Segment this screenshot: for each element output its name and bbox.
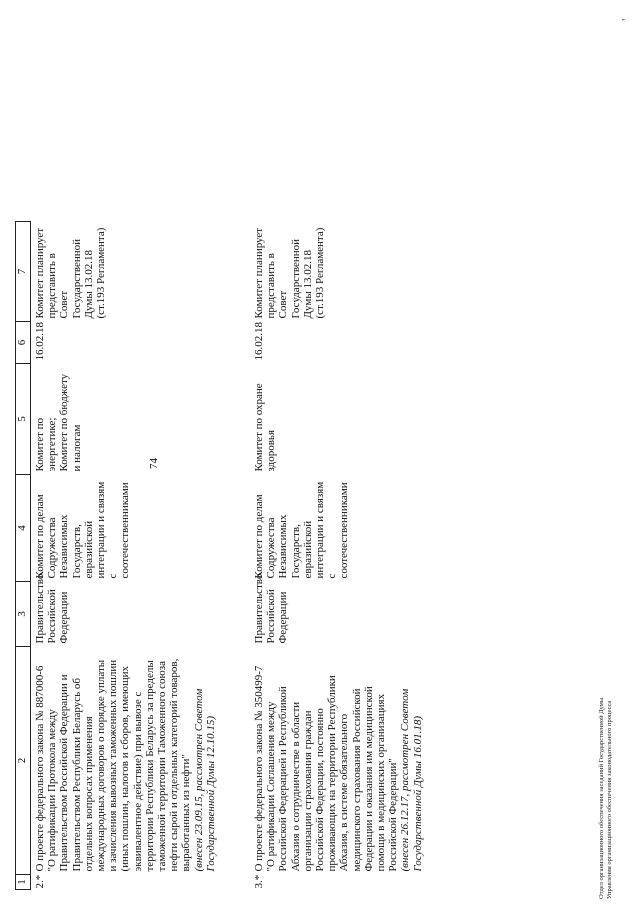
bill-title: О проекте федерального закона № 887000-6 "О ратификации Протокола между Правительством Российской Федерации и Правительством Республики Беларусь об отдельных вопросах применения международных договоров о порядке уплаты и зачисления вывозных таможенных пошлин (иных пошлин, налогов и сборов, имеющих эквивалентное действие) при вывозе с территории Республики Беларусь за пределы таможенной территории Таможенного союза нефти сырой и отдельных категорий товаров, выработанных из нефти" [34, 658, 193, 872]
column-header-7: 7 [16, 222, 31, 322]
column-header-1: 1 [16, 875, 31, 890]
bill-note: (внесен 26.12.17, рассмотрен Советом Государственной Думы 16.01.18) [399, 688, 424, 872]
footer-line-2: Управления организационного обеспечения законодательного процесса [606, 700, 613, 899]
legislation-table [15, 22, 424, 891]
co-committees: Комитет по охране здоровья [253, 383, 278, 472]
header-spacer [16, 22, 31, 222]
footer-line-1: Отдел организационного обеспечения заседаний Государственной Думы [598, 697, 605, 899]
corner-mark: ' [620, 18, 635, 21]
table-row [250, 22, 424, 890]
initiator: Правительство Российской Федерации [34, 573, 71, 644]
column-header-2: 2 [16, 647, 31, 875]
table-header-row [16, 22, 31, 890]
page-number: 74 [148, 458, 160, 469]
date: 16.02.18 [34, 322, 46, 361]
decision: Комитет планирует представить в Совет Государственной Думы 13.02.18 (ст.193 Регламента) [253, 227, 327, 319]
responsible-committee: Комитет по делам Содружества Независимых Государств, евразийской интеграции и связям с соотечественниками [34, 481, 132, 579]
bill-note: (внесен 23.09.15, рассмотрен Советом Государственной Думы 12.10.15) [192, 688, 217, 872]
row-number: 3.* [253, 874, 265, 889]
responsible-committee: Комитет по делам Содружества Независимых Государств, евразийской интеграции и связям с соотечественниками [253, 481, 351, 579]
decision: Комитет планирует представить в Совет Государственной Думы 13.02.18 (ст.193 Регламента) [34, 227, 108, 319]
row-number: 2.* [34, 874, 46, 889]
column-header-5: 5 [16, 364, 31, 475]
bill-title: О проекте федерального закона № 350499-7 "О ратификации Соглашения между Российской Федерацией и Республикой Абхазия о сотрудничестве в области организации страхования граждан Российской Федерации, постоянно проживающих на территории Республики Абхазия, в системе обязательного медицинского страхования Российской Федерации и оказания им медицинской помощи в медицинских организациях Российской Федерации" [253, 665, 400, 872]
date: 16.02.18 [253, 322, 265, 361]
table-row [31, 22, 251, 890]
initiator: Правительство Российской Федерации [253, 573, 290, 644]
footer [598, 698, 614, 899]
bill-cell [31, 647, 251, 875]
column-header-3: 3 [16, 582, 31, 647]
column-header-6: 6 [16, 322, 31, 364]
column-header-4: 4 [16, 475, 31, 582]
bill-cell [250, 647, 424, 875]
co-committees: Комитет по энергетике; Комитет по бюджету и налогам [34, 373, 83, 472]
